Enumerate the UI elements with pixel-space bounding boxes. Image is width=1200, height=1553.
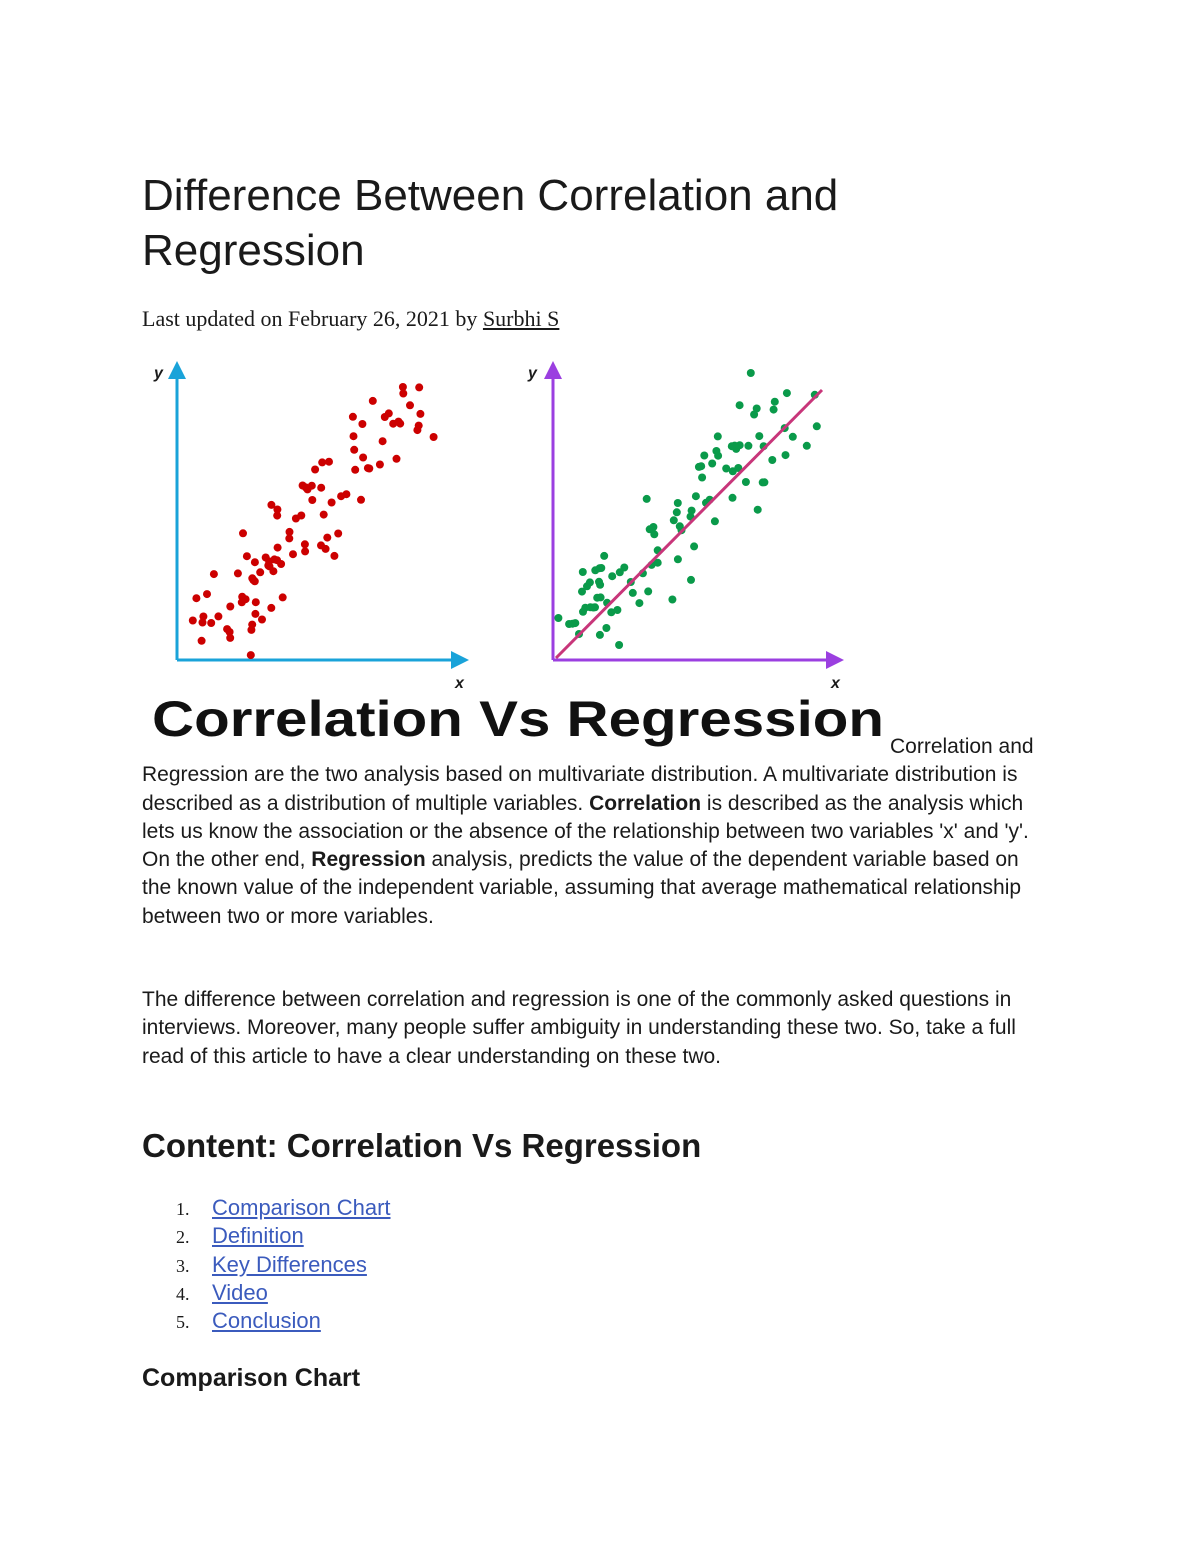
table-of-contents [142,1194,391,1335]
correlation-point [277,560,285,568]
toc-link-definition[interactable]: Definition [212,1223,304,1249]
correlation-point [385,409,393,417]
regression-point [608,572,616,580]
article-title: Difference Between Correlation and Regression [142,171,839,275]
toc-number: 4. [176,1283,190,1304]
correlation-point [249,576,257,584]
correlation-point [207,619,215,627]
correlation-point [243,552,251,560]
correlation-vs-regression-figure [140,352,900,752]
article-meta [142,305,559,333]
regression-point [729,494,737,502]
correlation-point [247,651,255,659]
regression-point [782,451,790,459]
intro-paragraph [142,733,1042,931]
correlation-point [430,433,438,441]
regression-point [629,589,637,597]
correlation-point [198,637,206,645]
correlation-point [317,484,325,492]
correlation-point [350,446,358,454]
regression-point [615,641,623,649]
correlation-point [317,541,325,549]
toc-link-video[interactable]: Video [212,1279,268,1305]
regression-point [674,555,682,563]
figure-banner: Correlation Vs Regression [152,691,884,747]
regression-point [692,492,700,500]
comparison-chart-heading: Comparison Chart [142,1364,361,1392]
term-regression: Regression [311,848,426,872]
regression-point [586,578,594,586]
correlation-point [301,547,309,555]
term-correlation: Correlation [589,791,702,815]
correlation-point [318,458,326,466]
correlation-point [199,613,207,621]
correlation-point [273,512,281,520]
regression-point [698,474,706,482]
figure-svg [140,352,900,752]
correlation-point [349,413,357,421]
correlation-point [330,552,338,560]
correlation-point [320,511,328,519]
regression-point [813,422,821,430]
author-link[interactable]: Surbhi S [482,306,560,331]
correlation-point [258,616,266,624]
correlation-point [286,528,294,536]
regression-point [697,462,705,470]
toc-link-comparison-chart[interactable]: Comparison Chart [212,1195,391,1220]
regression-point [613,606,621,614]
left-x-label: x [455,675,464,692]
toc-item [142,1251,391,1279]
correlation-point [364,464,372,472]
regression-point [747,369,755,377]
regression-point [712,447,720,455]
correlation-point [247,626,255,634]
regression-point [674,499,682,507]
regression-point [581,604,589,612]
content-heading: Content: Correlation Vs Regression [142,1127,702,1164]
correlation-point [308,496,316,504]
correlation-point [214,612,222,620]
correlation-point [395,418,403,426]
regression-point [736,401,744,409]
correlation-point [376,461,384,469]
regression-point [728,442,736,450]
correlation-point [251,558,259,566]
regression-point [649,523,657,531]
regression-point [700,452,708,460]
regression-point [578,588,586,596]
correlation-point [269,567,277,575]
meta-prefix: Last updated on February 26, 2021 by [142,306,483,331]
intro-text-e: analysis, predicts the value of the dependent variable based on the known value of the independent variable, assuming that average mathematical relationship between two or more variables. [142,848,1022,928]
regression-point [644,587,652,595]
regression-point [742,478,750,486]
correlation-point [251,610,259,618]
correlation-point [234,569,242,577]
correlation-point [416,410,424,418]
toc-number: 5. [176,1312,190,1333]
regression-point [803,442,811,450]
regression-point [600,552,608,560]
toc-link-conclusion[interactable]: Conclusion [212,1308,321,1334]
intro-text-c: is described as the analysis which lets us know the association or the absence of the relationship between two variables 'x' and 'y'. On the other end, [142,791,1029,872]
regression-point [783,389,791,397]
correlation-point [359,454,367,462]
regression-point [714,432,722,440]
correlation-point [357,496,365,504]
right-x-label: x [831,675,840,692]
correlation-point [223,625,231,633]
regression-line [556,390,822,658]
toc-item [142,1222,391,1250]
correlation-point [301,540,309,548]
correlation-point [192,594,200,602]
regression-point [565,620,573,628]
correlation-point [289,550,297,558]
correlation-point [415,422,423,430]
regression-point [673,508,681,516]
regression-point [668,596,676,604]
correlation-point [252,598,260,606]
regression-point [650,530,658,538]
correlation-point [189,617,197,625]
regression-point [771,398,779,406]
right-y-label: y [528,365,537,382]
correlation-point [342,490,350,498]
correlation-point [270,555,278,563]
regression-point [593,594,601,602]
toc-number: 1. [176,1199,190,1219]
regression-point [759,478,767,486]
correlation-point [334,530,342,538]
correlation-point [203,590,211,598]
regression-point [616,568,624,576]
left-plot [153,365,465,692]
regression-point [750,411,758,419]
regression-point [596,564,604,572]
correlation-point [379,437,387,445]
regression-point [596,581,604,589]
toc-number: 3. [176,1255,190,1276]
regression-point [643,495,651,503]
toc-link-key-differences[interactable]: Key Differences [212,1251,367,1277]
correlation-point [311,466,319,474]
correlation-point [393,455,401,463]
correlation-point [415,383,423,391]
correlation-point [210,570,218,578]
correlation-point [328,499,336,507]
correlation-point [299,482,307,490]
correlation-point [262,554,270,562]
regression-point [589,604,597,612]
regression-point [602,624,610,632]
correlation-point [274,544,282,552]
correlation-point [323,534,331,542]
intro-text-a: Correlation and Regression are the two analysis based on multivariate distribution. A multivariate distribution is described as a distribution of multiple variables. [142,735,1034,815]
regression-point [635,599,643,607]
correlation-point [325,458,333,466]
regression-point [711,517,719,525]
left-scatter-points [189,383,438,659]
regression-point [755,432,763,440]
correlation-point [351,466,359,474]
regression-point [596,631,604,639]
correlation-point [256,568,264,576]
regression-point [754,506,762,514]
left-y-label: y [154,365,163,382]
toc-item [142,1307,391,1335]
regression-point [690,542,698,550]
correlation-point [267,604,275,612]
toc-item [142,1279,391,1307]
correlation-point [279,593,287,601]
regression-point [554,614,562,622]
regression-point [744,442,752,450]
correlation-point [297,512,305,520]
correlation-point [238,598,246,606]
regression-point [789,433,797,441]
toc-number: 2. [176,1227,190,1248]
regression-point [722,465,730,473]
regression-point [687,576,695,584]
regression-point [579,568,587,576]
correlation-point [350,432,358,440]
regression-point [670,516,678,524]
correlation-point [358,420,366,428]
correlation-point [399,383,407,391]
regression-point [770,406,778,414]
second-paragraph: The difference between correlation and regression is one of the commonly asked questions in interviews. Moreover, many people suffer ambiguity in understanding these two. So, take a full read of this article to have a clear understanding on these two. [142,988,1016,1068]
right-plot [527,365,841,692]
correlation-point [226,603,234,611]
right-scatter-points [554,369,820,649]
correlation-point [239,529,247,537]
regression-point [708,460,716,468]
correlation-point [406,401,414,409]
figure-float-gap [142,752,890,753]
toc-item [142,1194,391,1222]
regression-point [768,456,776,464]
correlation-point [369,397,377,405]
